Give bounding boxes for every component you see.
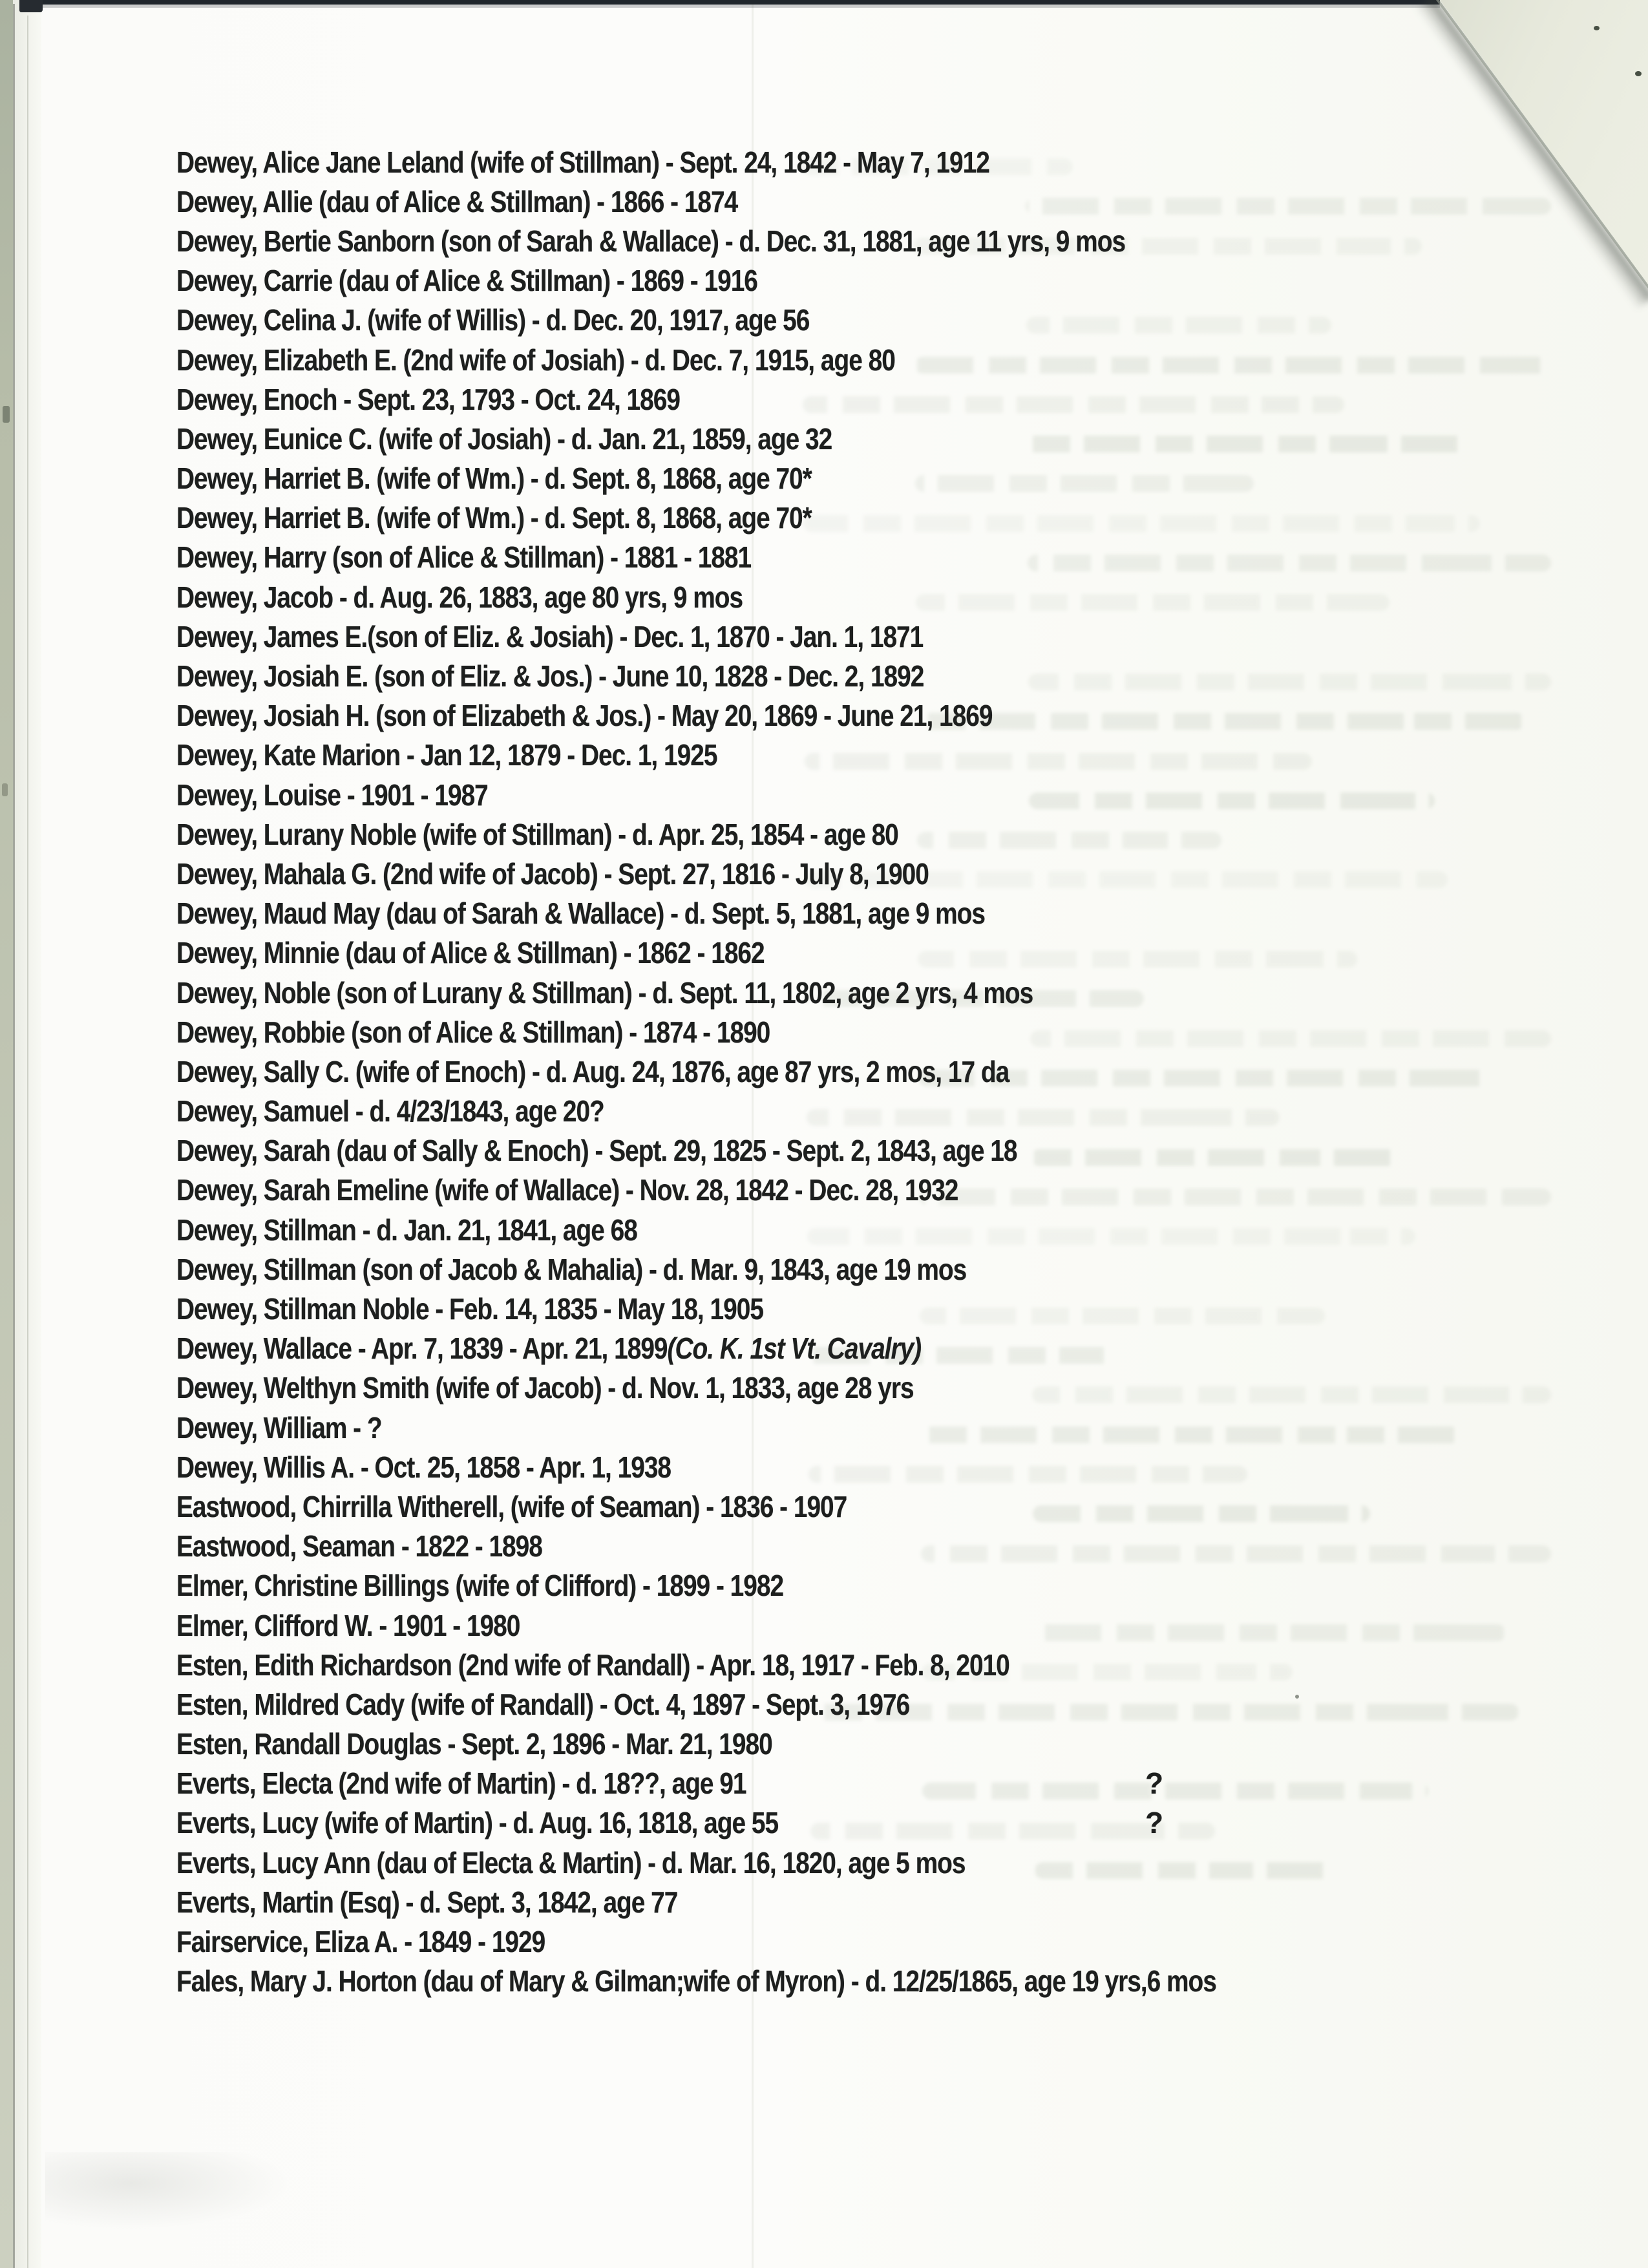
record-text: Dewey, Stillman (son of Jacob & Mahalia) - d. Mar. 9, 1843, age 19 mos <box>176 1252 967 1286</box>
record-line <box>176 656 1216 695</box>
record-text: Dewey, Louise - 1901 - 1987 <box>176 778 488 812</box>
record-line <box>176 538 1216 577</box>
record-list <box>176 142 1407 2001</box>
record-text: Dewey, Samuel - d. 4/23/1843, age 20? <box>176 1094 604 1129</box>
record-line <box>176 577 1216 617</box>
record-text: Dewey, Robbie (son of Alice & Stillman) - 1874 - 1890 <box>176 1015 770 1049</box>
page-stack-edge-left <box>0 0 13 2268</box>
page-edge-line <box>27 16 28 2268</box>
record-text: Everts, Electa (2nd wife of Martin) - d. 18??, age 91 <box>176 1766 746 1801</box>
record-line <box>176 1764 1216 1803</box>
record-text: Eastwood, Chirrilla Witherell, (wife of Seaman) - 1836 - 1907 <box>176 1489 847 1523</box>
record-line <box>176 1012 1216 1052</box>
record-text: Dewey, Noble (son of Lurany & Stillman) - d. Sept. 11, 1802, age 2 yrs, 4 mos <box>176 975 1033 1010</box>
record-line <box>176 1249 1216 1289</box>
record-line <box>176 854 1216 893</box>
record-line <box>176 261 1216 301</box>
record-text: Dewey, Alice Jane Leland (wife of Stillman) - Sept. 24, 1842 - May 7, 1912 <box>176 145 989 179</box>
record-line <box>176 1210 1216 1249</box>
record-line <box>176 1843 1216 1882</box>
record-line <box>176 1329 1216 1368</box>
edge-ink-dash <box>2 783 8 796</box>
record-text: Dewey, Enoch - Sept. 23, 1793 - Oct. 24, 1869 <box>176 382 680 416</box>
record-line <box>176 301 1216 340</box>
record-text: Dewey, Carrie (dau of Alice & Stillman) - 1869 - 1916 <box>176 264 757 298</box>
record-line <box>176 340 1216 379</box>
record-text: Dewey, Josiah E. (son of Eliz. & Jos.) - June 10, 1828 - Dec. 2, 1892 <box>176 659 924 694</box>
record-text: Fairservice, Eliza A. - 1849 - 1929 <box>176 1925 545 1959</box>
margin-question-mark: ? <box>1145 1766 1164 1801</box>
record-line <box>176 459 1216 498</box>
scanner-edge-top <box>36 0 1440 5</box>
record-text: Dewey, Sarah (dau of Sally & Enoch) - Sept. 29, 1825 - Sept. 2, 1843, age 18 <box>176 1134 1017 1168</box>
record-line <box>176 1962 1216 2001</box>
record-text: Eastwood, Seaman - 1822 - 1898 <box>176 1529 542 1563</box>
record-line <box>176 1289 1216 1328</box>
record-line <box>176 1645 1216 1684</box>
ink-speck <box>1594 26 1600 30</box>
ink-speck <box>1295 1695 1299 1699</box>
record-text: Dewey, Bertie Sanborn (son of Sarah & Wallace) - d. Dec. 31, 1881, age 11 yrs, 9 mos <box>176 224 1126 258</box>
record-text: Everts, Lucy (wife of Martin) - d. Aug. 16, 1818, age 55 <box>176 1806 779 1840</box>
scanner-edge-shadow <box>36 5 1440 8</box>
scanner-edge-notch <box>19 0 43 12</box>
record-text: Dewey, Harriet B. (wife of Wm.) - d. Sept. 8, 1868, age 70* <box>176 501 812 535</box>
page-edge-line <box>13 4 15 2268</box>
record-text: Dewey, Allie (dau of Alice & Stillman) - 1866 - 1874 <box>176 184 738 218</box>
record-text: Dewey, Harriet B. (wife of Wm.) - d. Sept. 8, 1868, age 70* <box>176 461 812 496</box>
record-line <box>176 182 1216 221</box>
record-text: Elmer, Clifford W. - 1901 - 1980 <box>176 1608 520 1642</box>
record-text: Dewey, Minnie (dau of Alice & Stillman) - 1862 - 1862 <box>176 936 765 970</box>
record-line <box>176 894 1216 933</box>
margin-question-mark: ? <box>1145 1806 1164 1840</box>
record-line <box>176 1487 1216 1526</box>
record-line <box>176 221 1216 260</box>
record-line <box>176 1092 1216 1131</box>
record-text: Dewey, Elizabeth E. (2nd wife of Josiah) - d. Dec. 7, 1915, age 80 <box>176 343 895 377</box>
record-line <box>176 1724 1216 1764</box>
record-line <box>176 1368 1216 1408</box>
record-line <box>176 142 1216 182</box>
record-text: Dewey, Kate Marion - Jan 12, 1879 - Dec. 1, 1925 <box>176 738 717 772</box>
record-line <box>176 696 1216 736</box>
record-text: Fales, Mary J. Horton (dau of Mary & Gilman;wife of Myron) - d. 12/25/1865, age 19 yrs,6 mos <box>176 1964 1216 1998</box>
record-text: Dewey, Celina J. (wife of Willis) - d. Dec. 20, 1917, age 56 <box>176 303 810 337</box>
record-text: Dewey, Stillman - d. Jan. 21, 1841, age 68 <box>176 1213 637 1247</box>
record-text: Esten, Edith Richardson (2nd wife of Randall) - Apr. 18, 1917 - Feb. 8, 2010 <box>176 1648 1009 1682</box>
record-line <box>176 1527 1216 1566</box>
record-line <box>176 814 1216 854</box>
edge-ink-dash <box>3 406 10 423</box>
record-line <box>176 1803 1216 1843</box>
record-text: Dewey, William - ? <box>176 1410 382 1445</box>
pencil-smudge <box>45 2152 291 2230</box>
record-text: Dewey, Maud May (dau of Sarah & Wallace) - d. Sept. 5, 1881, age 9 mos <box>176 896 986 931</box>
record-line <box>176 933 1216 973</box>
record-text: Dewey, Lurany Noble (wife of Stillman) - d. Apr. 25, 1854 - age 80 <box>176 817 898 851</box>
record-line <box>176 1566 1216 1606</box>
record-line <box>176 973 1216 1012</box>
record-line <box>176 1882 1216 1922</box>
record-line <box>176 1052 1216 1091</box>
margin-marks <box>1145 0 1197 2268</box>
record-line <box>176 1447 1216 1487</box>
record-line <box>176 1922 1216 1961</box>
record-line <box>176 736 1216 775</box>
record-line <box>176 1171 1216 1210</box>
record-text: Dewey, Sarah Emeline (wife of Wallace) - Nov. 28, 1842 - Dec. 28, 1932 <box>176 1173 958 1207</box>
record-line <box>176 775 1216 814</box>
record-text-italic: (Co. K. 1st Vt. Cavalry) <box>667 1331 922 1366</box>
record-text: Dewey, James E.(son of Eliz. & Josiah) - Dec. 1, 1870 - Jan. 1, 1871 <box>176 619 924 653</box>
record-text: Dewey, Jacob - d. Aug. 26, 1883, age 80 yrs, 9 mos <box>176 580 743 614</box>
record-text: Esten, Mildred Cady (wife of Randall) - Oct. 4, 1897 - Sept. 3, 1976 <box>176 1687 910 1721</box>
record-line <box>176 1131 1216 1171</box>
record-text: Dewey, Wallace - Apr. 7, 1839 - Apr. 21, 1899 <box>176 1331 668 1366</box>
record-text: Esten, Randall Douglas - Sept. 2, 1896 - Mar. 21, 1980 <box>176 1727 772 1761</box>
record-line <box>176 379 1216 419</box>
record-text: Dewey, Sally C. (wife of Enoch) - d. Aug. 24, 1876, age 87 yrs, 2 mos, 17 da <box>176 1054 1009 1088</box>
record-line <box>176 1684 1216 1724</box>
record-text: Dewey, Harry (son of Alice & Stillman) - 1881 - 1881 <box>176 540 752 575</box>
record-text: Dewey, Welthyn Smith (wife of Jacob) - d. Nov. 1, 1833, age 28 yrs <box>176 1371 914 1405</box>
record-line <box>176 617 1216 656</box>
record-line <box>176 1606 1216 1645</box>
record-text: Everts, Martin (Esq) - d. Sept. 3, 1842, age 77 <box>176 1885 678 1919</box>
record-text: Dewey, Josiah H. (son of Elizabeth & Jos.) - May 20, 1869 - June 21, 1869 <box>176 699 993 733</box>
record-text: Dewey, Eunice C. (wife of Josiah) - d. Jan. 21, 1859, age 32 <box>176 421 832 456</box>
ink-speck <box>1635 71 1642 76</box>
record-text: Dewey, Stillman Noble - Feb. 14, 1835 - May 18, 1905 <box>176 1292 763 1326</box>
record-line <box>176 498 1216 538</box>
record-line <box>176 1408 1216 1447</box>
record-text: Dewey, Willis A. - Oct. 25, 1858 - Apr. 1, 1938 <box>176 1450 671 1484</box>
record-line <box>176 419 1216 458</box>
record-text: Everts, Lucy Ann (dau of Electa & Martin) - d. Mar. 16, 1820, age 5 mos <box>176 1845 966 1880</box>
record-text: Elmer, Christine Billings (wife of Clifford) - 1899 - 1982 <box>176 1569 784 1603</box>
record-text: Dewey, Mahala G. (2nd wife of Jacob) - Sept. 27, 1816 - July 8, 1900 <box>176 856 929 891</box>
